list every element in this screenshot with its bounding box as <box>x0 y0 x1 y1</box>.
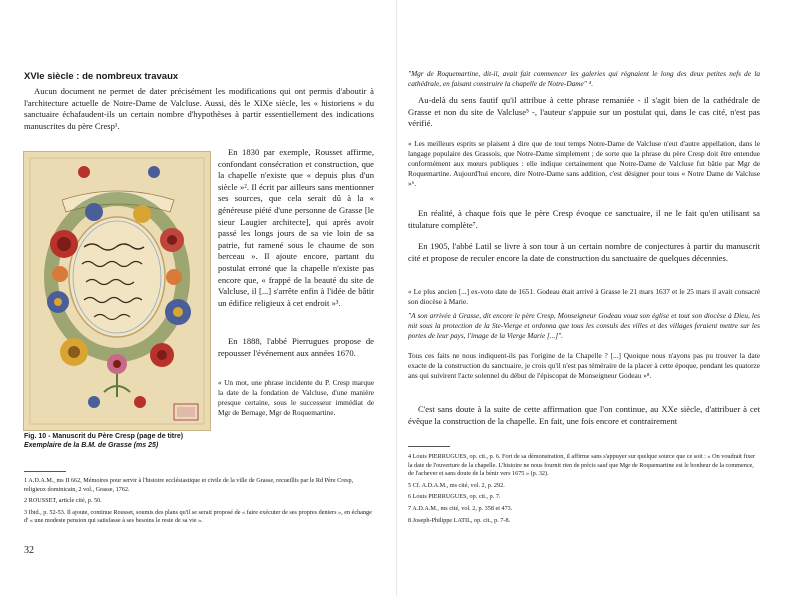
paragraph-1905: En 1905, l'abbé Latil se livre à son tour à un certain nombre de conjectures à partir du manuscrit cité et propose de reculer encore la date de construction du sanctuaire de quelques décennies. <box>408 241 760 263</box>
footnotes-left <box>24 477 374 526</box>
footnote-8: 8 Joseph-Philippe LATIL, op. cit., p. 7-8. <box>408 516 511 524</box>
page-number: 32 <box>24 545 34 556</box>
quote-arrivee-grasse: "A son arrivée à Grasse, dit encore le père Cresp, Monseigneur Godeau voua son église et tout son diocèse à Dieu, les mit sous la protection de la Ste-Vierge et ordonna que tous les consuls des villes et des villages feraient mettre sur les portes de leur pays, l'image de la Vierge Marie [...]". <box>408 311 760 340</box>
intro-paragraph: Aucun document ne permet de dater précisément les modifications qui ont permis d'aboutir à l'architecture actuelle de Notre-Dame de Valcluse. Aussi, dès le XIXe siècle, les « historiens » du sanctuaire échafaudent-ils un certain nombre d'hypothèses à partir essentiellement des indications manuscrites du père Cresp¹. <box>24 86 374 131</box>
right-page <box>397 0 794 596</box>
manuscript-title-page-image <box>23 151 211 431</box>
footnote-rule <box>408 446 450 447</box>
figure-caption-source: Exemplaire de la B.M. de Grasse (ms 25) <box>24 442 159 449</box>
paragraph-realite: En réalité, à chaque fois que le père Cresp évoque ce sanctuaire, il ne le fait qu'en utilisant sa titulature complète⁷. <box>408 208 760 230</box>
figure-caption-title: Fig. 10 - Manuscrit du Père Cresp (page de titre) <box>24 433 184 440</box>
paragraph-1888: En 1888, l'abbé Pierrugues propose de repousser l'événement aux années 1670. <box>218 336 374 358</box>
footnote-rule <box>24 471 66 472</box>
paragraph-sens-fautif: Au-delà du sens fautif qu'il attribue à cette phrase remaniée - il s'agit bien de la cathédrale de Grasse et non du site de Valcluse⁵ -, l'auteur s'appuie sur un postulat qui, dans le cas cité, n'est pas vérifié. <box>408 95 760 129</box>
paragraph-xxe-siecle: C'est sans doute à la suite de cette affirmation que l'on continue, au XXe siècle, d'attribuer à cet évêque la construction de la chapelle. En fait, une fois encore et contrairement <box>408 404 760 426</box>
footnotes-right <box>408 453 760 525</box>
quote-tous-ces-faits: Tous ces faits ne nous indiquent-ils pas l'origine de la Chapelle ? [...] Quoique nous n'ayons pas pu trouver la date exacte de la construction du sanctuaire, je crois qu'il n'est pas téméraire de la placer à cette époque, pendant les quatorze ans qui suivirent l'acte solennel du début de l'épiscopat de Monseigneur Godeau »⁸. <box>408 351 760 380</box>
quote-plus-ancien: « Le plus ancien [...] ex-voto date de 1651. Godeau était arrivé à Grasse le 21 mars 1637 et le 25 mars il avait consacré son diocèse à Marie. <box>408 287 760 306</box>
figure-caption <box>24 432 224 450</box>
footnote-6: 6 Louis PIERRUGUES, op. cit., p. 7. <box>408 493 501 501</box>
footnote-3: 3 Ibid., p. 52-53. Il ajoute, continue Rousset, soumis des plans qu'il se serait proposé de « faire exécuter de ses propres deniers », en échange d' « une modeste pension qui satisfasse à ses besoins le reste de sa vie ». <box>24 508 372 525</box>
footnote-4: 4 Louis PIERRUGUES, op. cit., p. 6. Fort de sa démonstration, il affirme sans s'appuyer sur quelque source que ce soit : « On voudrait fixer la date de l'ouverture de la chapelle. L'histoire ne nous fournit rien de précis sauf que Mgr de Roquemartine est le bonheur de la commence, de l'achever et sans doute de la bénir vers 1675 » (p. 32). <box>408 453 756 478</box>
paragraph-1830: En 1830 par exemple, Rousset affirme, confondant consécration et construction, que la chapelle n'existe que « depuis plus d'un siècle »². Il écrit par ailleurs sans mentionner ses sources, que cela serait dû à la « généreuse piété d'une personne de Grasse [le sieur Laugier architecte], qui après avoir passé les longs jours de sa vie loin de sa patrie, fut ramené sous le chaume de son berceau ». Il ajoute encore, partant du postulat erroné que la chapelle n'existe pas encore que, « frappé de la beauté du site de Valcluse, il [...] s'arrête enfin à l'idée de bâtir un édifice religieux à cet endroit »³. <box>218 147 374 308</box>
footnote-7: 7 A.D.A.M., ms cité, vol. 2, p. 358 et 473. <box>408 504 513 512</box>
footnote-5: 5 Cf. A.D.A.M., ms cité, vol. 2, p. 292. <box>408 481 505 489</box>
roquemartine-quote: "Mgr de Roquemartine, dit-il, avait fait commencer les galeries qui règnaient le long des deux petites nefs de la cathédrale, en faisant construire la chapelle de Notre-Dame" ⁴. <box>408 69 760 88</box>
floral-wreath-illustration <box>24 152 210 430</box>
pierrugues-quote: « Un mot, une phrase incidente du P. Cresp marque la date de la fondation de Valcluse, d'une manière presque certaine, sous le successeur immédiat de Mgr de Bernage, Mgr de Roquemartine. <box>218 378 374 417</box>
footnote-1: 1 A.D.A.M., ms II 662, Mémoires pour servir à l'histoire ecclésiastique et civile de la ville de Grasse, recueillis par le Rd Père Cresp, religieux dominicain, 2 vol., Grasse, 1762. <box>24 477 354 493</box>
footnote-2: 2 ROUSSET, article cité, p. 50. <box>24 497 102 505</box>
quote-meilleurs-esprits: « Les meilleurs esprits se plaisent à dire que de tout temps Notre-Dame de Valcluse n'eut d'autre appellation, dans le langage populaire des Grassois, que Notre-Dame simplement ; de sorte que la phrase du père Cresp doit être entendue conformément aux mœurs publiques : elle indique certainement que Notre-Dame de Valcluse fut bâtie par Mgr de Roquemartine. Aujourd'hui encore, dire Notre-Dame sans addition, c'est désigner pour tous « Notre Dame de Valcluse »⁶. <box>408 139 760 188</box>
section-heading: XVIe siècle : de nombreux travaux <box>24 71 179 82</box>
